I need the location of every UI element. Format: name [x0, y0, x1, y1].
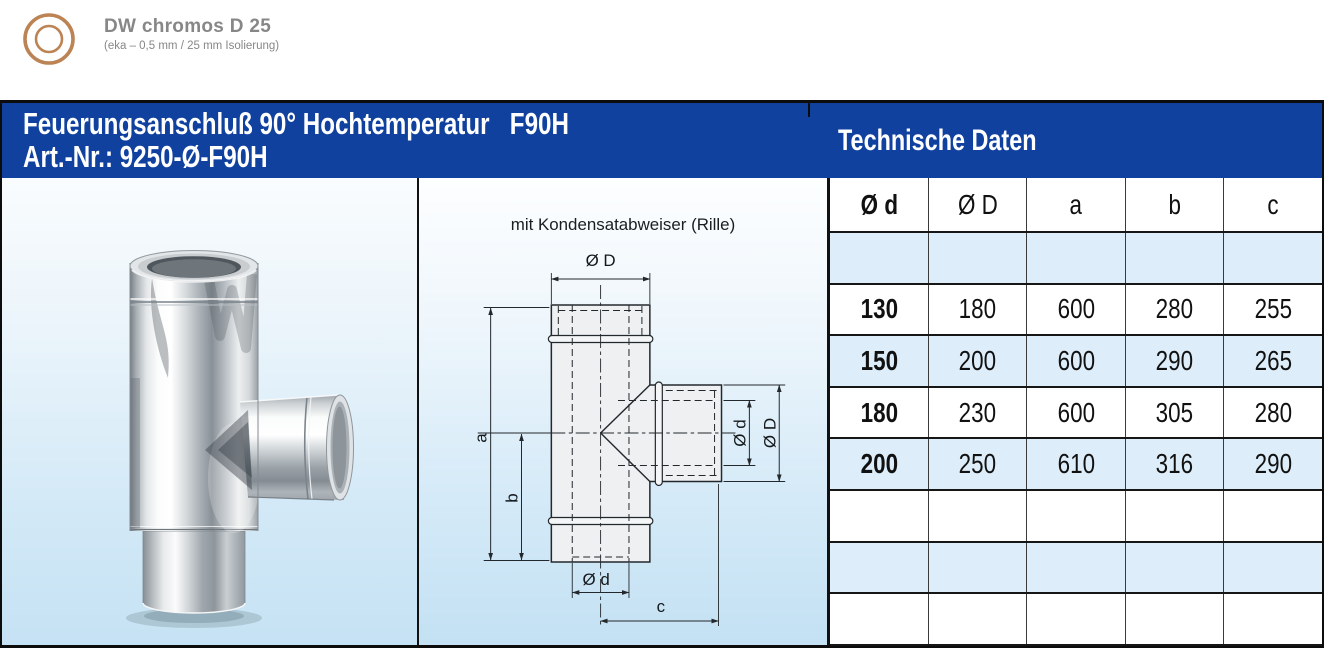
table-cell: 200: [830, 438, 928, 490]
table-cell: [928, 490, 1026, 542]
table-cell: 250: [928, 438, 1026, 490]
table-row: [830, 232, 1322, 284]
product-photo-tee-piece: [2, 178, 417, 645]
title-bar: [2, 103, 1322, 178]
table-header-row: [830, 178, 1322, 232]
table-cell: [1125, 490, 1223, 542]
technical-drawing: [419, 178, 827, 645]
drawing-label-a: a: [471, 433, 491, 443]
table-cell: 180: [830, 387, 928, 439]
table-cell: 150: [830, 335, 928, 387]
technical-drawing-panel: [419, 178, 830, 645]
brand-text: [104, 10, 279, 52]
table-cell: 610: [1027, 438, 1125, 490]
column-header-dia-D: Ø D: [928, 178, 1026, 232]
table-cell: 600: [1027, 387, 1125, 439]
article-number: Art.-Nr.: 9250-Ø-F90H: [23, 139, 268, 174]
table-cell: 290: [1125, 335, 1223, 387]
table-cell: [1125, 593, 1223, 645]
content-row: [2, 178, 1322, 645]
column-header-a: a: [1027, 178, 1125, 232]
technical-data-panel: [830, 178, 1322, 645]
brand-header: [20, 10, 279, 68]
drawing-label-dia-D-top: Ø D: [585, 250, 616, 271]
table-row: [830, 335, 1322, 387]
brand-title: DW chromos D 25: [104, 16, 272, 37]
table-cell: [1125, 232, 1223, 284]
table-cell: [928, 232, 1026, 284]
table-cell: 180: [928, 284, 1026, 336]
table-row: [830, 542, 1322, 594]
table-cell: 280: [1125, 284, 1223, 336]
table-cell: [1224, 490, 1322, 542]
table-cell: [1125, 542, 1223, 594]
product-photo-panel: [2, 178, 419, 645]
table-cell: 130: [830, 284, 928, 336]
table-cell: 255: [1224, 284, 1322, 336]
table-cell: [928, 593, 1026, 645]
table-cell: 600: [1027, 335, 1125, 387]
drawing-label-dia-D-right: Ø D: [760, 417, 780, 449]
table-cell: [1027, 490, 1125, 542]
table-cell: [928, 542, 1026, 594]
table-cell: [1027, 542, 1125, 594]
technical-data-heading: Technische Daten: [838, 123, 1037, 157]
product-code: F90H: [509, 106, 569, 141]
column-header-c: c: [1224, 178, 1322, 232]
brand-rings-icon: [20, 10, 78, 68]
table-cell: 316: [1125, 438, 1223, 490]
table-cell: 280: [1224, 387, 1322, 439]
table-cell: [1027, 593, 1125, 645]
datasheet: [0, 100, 1324, 648]
column-header-b: b: [1125, 178, 1223, 232]
table-row: [830, 387, 1322, 439]
table-cell: [1027, 232, 1125, 284]
table-cell: 290: [1224, 438, 1322, 490]
table-body: [830, 232, 1322, 645]
brand-subtitle: (eka – 0,5 mm / 25 mm Isolierung): [104, 40, 280, 52]
table-row: [830, 593, 1322, 645]
table-cell: 200: [928, 335, 1026, 387]
column-header-dia-d: Ø d: [830, 178, 928, 232]
header-divider-tick: [808, 103, 810, 117]
table-cell: [830, 593, 928, 645]
table-cell: [1224, 542, 1322, 594]
table-row: [830, 284, 1322, 336]
table-cell: [1224, 593, 1322, 645]
table-row: [830, 490, 1322, 542]
table-header: [830, 178, 1322, 232]
product-title: Feuerungsanschluß 90° Hochtemperatur: [23, 106, 490, 141]
drawing-label-b: b: [502, 493, 522, 503]
table-cell: 265: [1224, 335, 1322, 387]
technical-data-table: [830, 178, 1322, 646]
table-cell: [830, 490, 928, 542]
table-cell: [830, 232, 928, 284]
product-heading: [23, 107, 723, 173]
table-cell: [830, 542, 928, 594]
table-cell: 305: [1125, 387, 1223, 439]
table-cell: 600: [1027, 284, 1125, 336]
drawing-label-dia-d-bottom: Ø d: [582, 569, 610, 590]
table-cell: [1224, 232, 1322, 284]
table-row: [830, 438, 1322, 490]
drawing-label-c: c: [656, 596, 666, 617]
table-cell: 230: [928, 387, 1026, 439]
drawing-caption: mit Kondensatabweiser (Rille): [510, 214, 736, 235]
drawing-label-dia-d-right: Ø d: [730, 419, 750, 447]
